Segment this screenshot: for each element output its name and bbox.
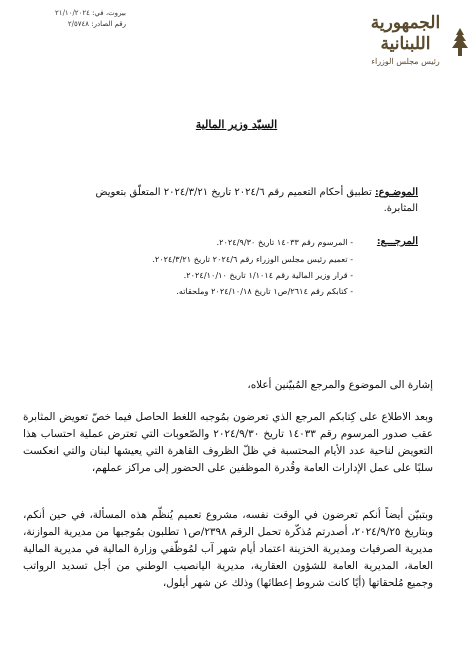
subject-text: تطبيق أحكام التعميم رقم ٢٠٢٤/٦ تاريخ ٢٠٢٤/٣/٢١ المتعلّق بتعويض المثابرة. — [95, 187, 418, 214]
cedar-icon — [449, 26, 471, 62]
reference-block — [6, 8, 126, 30]
emblem-country-line2: اللبنانية — [380, 34, 431, 54]
reference-item: - قرار وزير المالية رقم ١/١٠١٤ تاريخ ٢٠٢٤/١٠/١٠. — [183, 270, 353, 280]
emblem-country-line1: الجمهورية — [370, 13, 441, 33]
reference-date: بيروت، في: ٢١/١٠/٢٠٢٤ — [55, 9, 126, 17]
reference-item: - كتابكم رقم ٢٦١٤/ص١ تاريخ ٢٠٢٤/١٠/١٨ وملحقاته. — [176, 286, 353, 296]
emblem-office: رئيس مجلس الوزراء — [371, 57, 440, 66]
body-paragraph-intro: إشارة الى الموضوع والمرجع المُبيّنين أعلاه، — [247, 379, 433, 391]
letterhead-emblem — [348, 12, 463, 82]
references-label: المرجـــع: — [376, 236, 418, 247]
reference-number: رقم الصادر: ٢/٥٧٤٨ — [67, 20, 126, 28]
reference-item: - المرسوم رقم ١٤٠٣٣ تاريخ ٢٠٢٤/٩/٣٠. — [216, 237, 353, 247]
body-paragraph: وبعد الاطلاع على كِتابكم المرجع الذي تعرضون بمُوجبه اللغط الحاصل فيما خصّ تعويض المثابرة عقب صدور المرسوم رقم ١٤٠٣٣ تاريخ ٢٠٢٤/٩/٣٠ والصّعوبات التي تعترض عملية احتساب هذا التعويض لناحية عدد الأيام المحتسبة في ظلّ الظروف القاهرة التي يعيشها لبنان والتي انعكست سلبًا على عمل الإدارات العامة وقُدرة الموظفين على الحضور إلى مراكز عملهم، — [23, 411, 434, 474]
subject-label: الموضـوع: — [374, 187, 418, 198]
reference-item: - تعميم رئيس مجلس الوزراء رقم ٢٠٢٤/٦ تاريخ ٢٠٢٤/٣/٢١. — [152, 254, 353, 264]
subject-block — [73, 185, 418, 217]
body-paragraph: وبتبيّن أيضاً أنكم تعرضون في الوقت نفسه، مشروع تعميم يُنظّم هذه المسألة، في حين أنكم، وبتاريخ ٢٠٢٤/٩/٢٥، أصدرتم مُذكّرة تحمل الرقم ٢٣٩٨/ص١ تطلبون بمُوجبها من مديرية الموازنة، مديرية الصرفيات ومديرية الخزينة اعتماد أيام شهر آب لمُوظّفي وزارة المالية في مديرية المالية العامة، المديرية العامة للشؤون العقارية، مديرية اليانصيب الوطني من أجل تسديد الرواتب وجميع مُلحقاتها (أيًا كانت شروط إعطائها) وذلك عن شهر أيلول، — [23, 509, 433, 589]
addressee: السيّد وزير المالية — [195, 118, 278, 131]
